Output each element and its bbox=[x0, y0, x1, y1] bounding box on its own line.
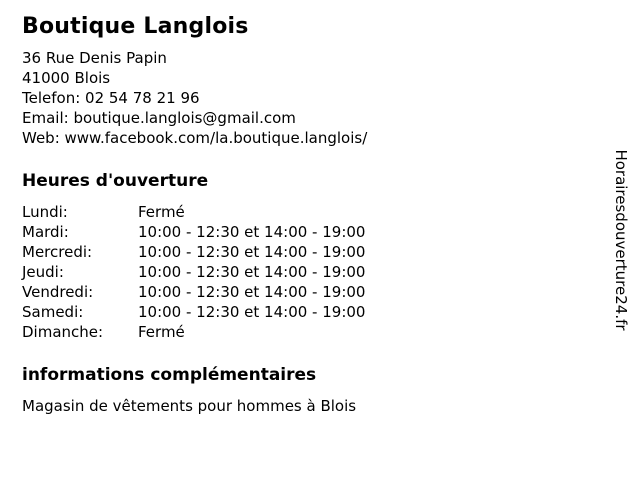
address-line-2: 41000 Blois bbox=[22, 69, 111, 87]
branding-watermark: Horairesdouverture24.fr bbox=[612, 149, 630, 331]
day-hours: 10:00 - 12:30 et 14:00 - 19:00 bbox=[138, 263, 366, 281]
hours-row-sunday bbox=[22, 322, 610, 342]
hours-row-wednesday bbox=[22, 242, 610, 262]
web-line: Web: www.facebook.com/la.boutique.langlois/ bbox=[22, 129, 368, 147]
hours-row-tuesday bbox=[22, 222, 610, 242]
additional-info-text: Magasin de vêtements pour hommes à Blois bbox=[22, 397, 357, 415]
day-hours: Fermé bbox=[138, 323, 185, 341]
address-line-1: 36 Rue Denis Papin bbox=[22, 49, 167, 67]
day-label: Vendredi: bbox=[22, 283, 94, 301]
hours-row-saturday bbox=[22, 302, 610, 322]
day-label: Samedi: bbox=[22, 303, 84, 321]
contact-block bbox=[22, 48, 610, 148]
day-label: Lundi: bbox=[22, 203, 68, 221]
day-label: Mardi: bbox=[22, 223, 69, 241]
page-title: Boutique Langlois bbox=[22, 14, 249, 39]
hours-row-friday bbox=[22, 282, 610, 302]
opening-hours-table bbox=[22, 202, 610, 342]
day-hours: 10:00 - 12:30 et 14:00 - 19:00 bbox=[138, 223, 366, 241]
day-label: Dimanche: bbox=[22, 323, 104, 341]
phone-line: Telefon: 02 54 78 21 96 bbox=[22, 89, 200, 107]
hours-row-thursday bbox=[22, 262, 610, 282]
email-line: Email: boutique.langlois@gmail.com bbox=[22, 109, 296, 127]
day-label: Jeudi: bbox=[22, 263, 64, 281]
additional-info-heading: informations complémentaires bbox=[22, 365, 317, 385]
day-hours: 10:00 - 12:30 et 14:00 - 19:00 bbox=[138, 303, 366, 321]
day-hours: 10:00 - 12:30 et 14:00 - 19:00 bbox=[138, 243, 366, 261]
opening-hours-heading: Heures d'ouverture bbox=[22, 171, 209, 191]
day-hours: Fermé bbox=[138, 203, 185, 221]
day-hours: 10:00 - 12:30 et 14:00 - 19:00 bbox=[138, 283, 366, 301]
day-label: Mercredi: bbox=[22, 243, 93, 261]
hours-row-monday bbox=[22, 202, 610, 222]
